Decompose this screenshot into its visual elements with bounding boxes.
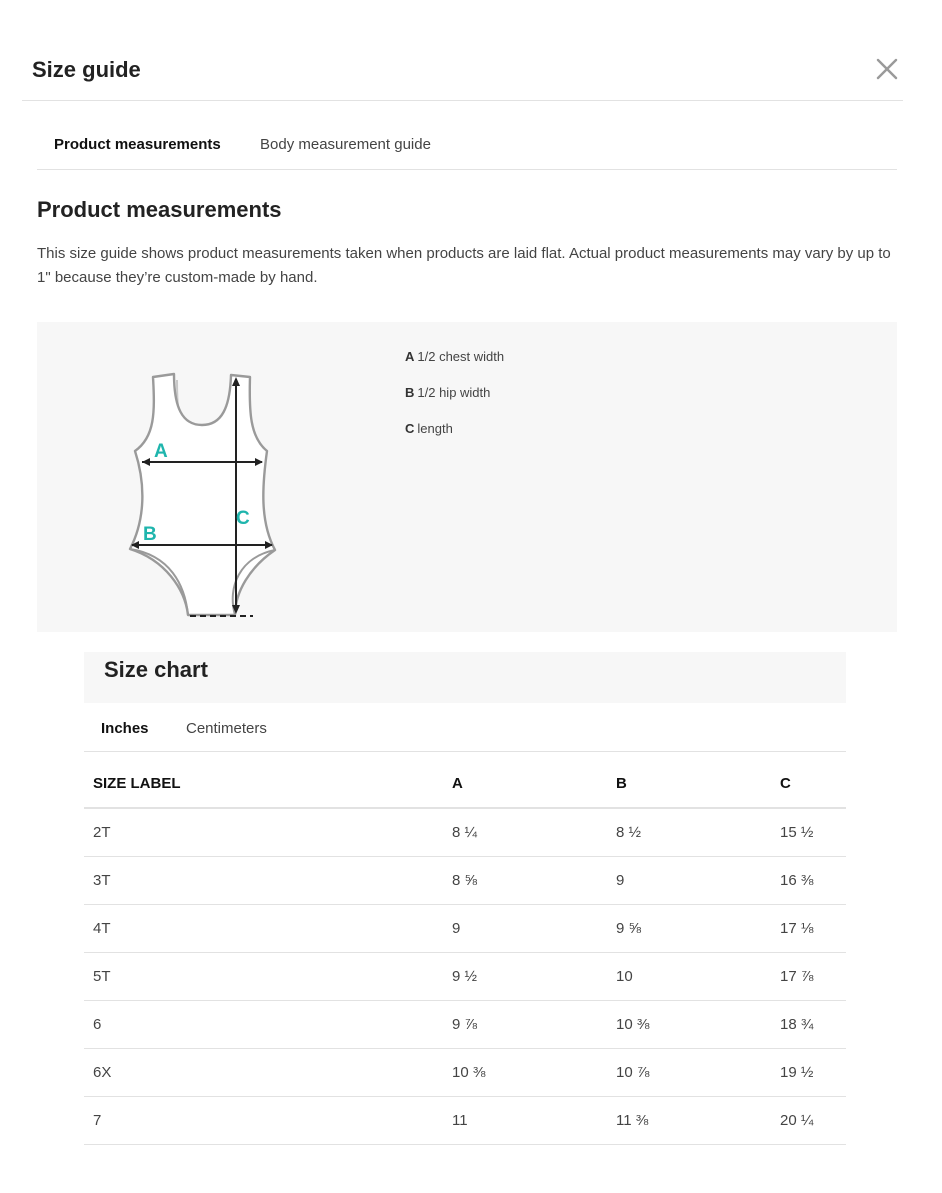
- close-icon[interactable]: [874, 56, 900, 82]
- column-header: C: [772, 760, 846, 808]
- legend-text: 1/2 hip width: [417, 385, 491, 400]
- table-row: [84, 856, 846, 904]
- table-cell: 17 ⅛: [772, 904, 846, 952]
- table-cell: 11: [444, 1096, 608, 1144]
- table-cell: 8 ¼: [444, 808, 608, 856]
- legend-text: length: [417, 421, 453, 436]
- size-chart-title: Size chart: [104, 657, 208, 682]
- table-cell: 10 ⅜: [608, 1000, 772, 1048]
- bodysuit-illustration: [122, 367, 292, 627]
- table-cell: 6: [84, 1000, 444, 1048]
- table-cell: 4T: [84, 904, 444, 952]
- section-title: Product measurements: [37, 197, 282, 222]
- table-cell: 10: [608, 952, 772, 1000]
- section-description: This size guide shows product measurements taken when products are laid flat. Actual product measurements may vary by up to 1" because they’re custom-made by hand.: [37, 245, 891, 286]
- legend-key: A: [405, 349, 415, 364]
- legend-item-a: [405, 349, 504, 385]
- label-c: C: [236, 508, 250, 529]
- table-cell: 9 ⅝: [608, 904, 772, 952]
- table-row: [84, 952, 846, 1000]
- column-header: SIZE LABEL: [84, 760, 444, 808]
- table-cell: 6X: [84, 1048, 444, 1096]
- table-cell: 5T: [84, 952, 444, 1000]
- table-row: [84, 1096, 846, 1144]
- legend-key: C: [405, 421, 415, 436]
- table-cell: 17 ⅞: [772, 952, 846, 1000]
- label-a: A: [154, 441, 168, 462]
- table-row: [84, 808, 846, 856]
- guide-tabs: [37, 126, 897, 170]
- size-table: [84, 760, 846, 1145]
- label-b: B: [143, 524, 157, 545]
- table-cell: 7: [84, 1096, 444, 1144]
- legend-item-c: [405, 421, 504, 457]
- table-header-row: [84, 760, 846, 808]
- modal-title: Size guide: [32, 57, 141, 82]
- table-cell: 20 ¼: [772, 1096, 846, 1144]
- table-cell: 15 ½: [772, 808, 846, 856]
- table-cell: 16 ⅜: [772, 856, 846, 904]
- table-row: [84, 1000, 846, 1048]
- table-cell: 9 ⅞: [444, 1000, 608, 1048]
- table-cell: 10 ⅞: [608, 1048, 772, 1096]
- table-cell: 9: [444, 904, 608, 952]
- table-cell: 3T: [84, 856, 444, 904]
- table-row: [84, 1048, 846, 1096]
- column-header: B: [608, 760, 772, 808]
- table-cell: 19 ½: [772, 1048, 846, 1096]
- column-header: A: [444, 760, 608, 808]
- table-row: [84, 904, 846, 952]
- unit-tabs: [84, 703, 846, 752]
- table-cell: 8 ½: [608, 808, 772, 856]
- tab-inches[interactable]: Inches: [101, 720, 149, 737]
- tab-centimeters[interactable]: Centimeters: [186, 720, 267, 737]
- measurement-diagram: [37, 322, 897, 632]
- tab-body-measurement-guide[interactable]: Body measurement guide: [260, 136, 431, 153]
- measurement-legend: [405, 349, 504, 457]
- table-cell: 9 ½: [444, 952, 608, 1000]
- legend-text: 1/2 chest width: [417, 349, 505, 364]
- size-chart-header: [84, 652, 846, 703]
- table-cell: 11 ⅜: [608, 1096, 772, 1144]
- table-cell: 9: [608, 856, 772, 904]
- legend-key: B: [405, 385, 415, 400]
- legend-item-b: [405, 385, 504, 421]
- close-button[interactable]: [874, 56, 900, 82]
- table-cell: 10 ⅜: [444, 1048, 608, 1096]
- tab-product-measurements[interactable]: Product measurements: [54, 136, 221, 153]
- table-cell: 18 ¾: [772, 1000, 846, 1048]
- table-cell: 8 ⅝: [444, 856, 608, 904]
- modal-header: [22, 0, 903, 101]
- table-cell: 2T: [84, 808, 444, 856]
